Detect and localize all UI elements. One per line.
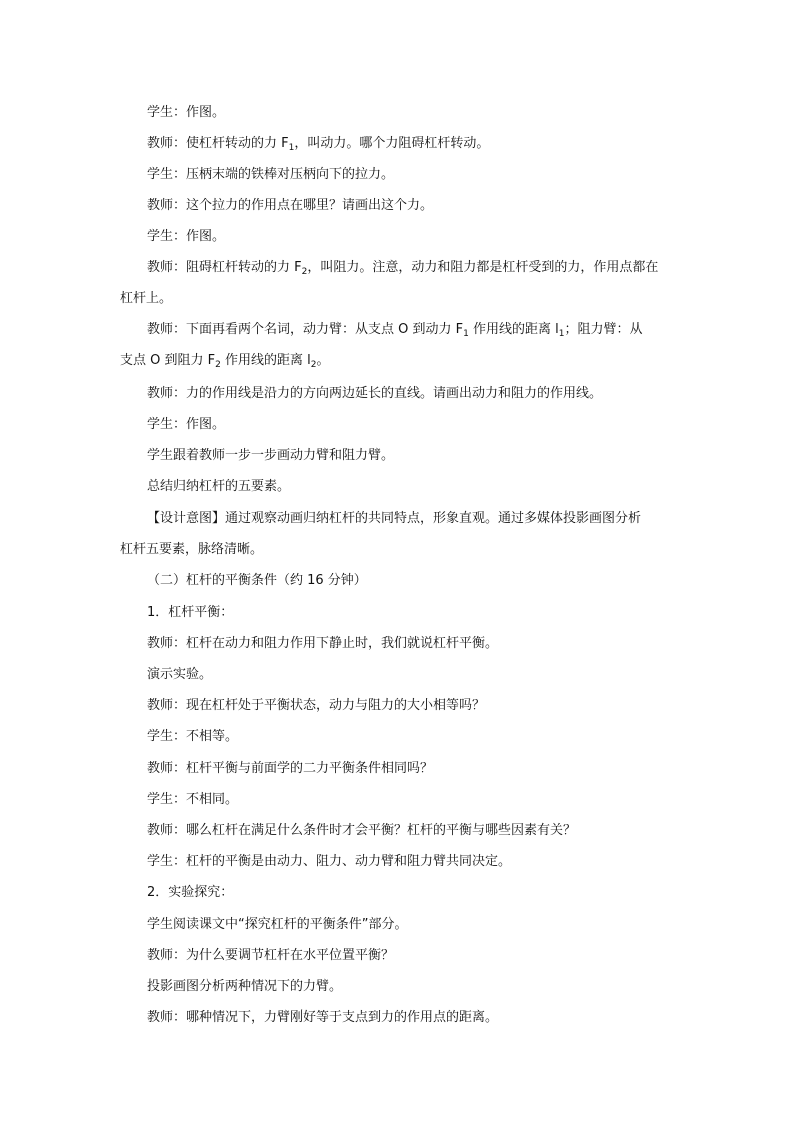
paragraph: 总结归纳杠杆的五要素。	[147, 479, 291, 494]
paragraph: 教师：使杠杆转动的力 $F_1$，叫动力。哪个力阻碍杠杆转动。	[147, 136, 490, 153]
paragraph: 教师：下面再看两个名词，动力臂：从支点 O 到动力 $F_1$ 作用线的距离 $l_1$；阻力臂：从	[147, 322, 643, 339]
paragraph: 教师：这个拉力的作用点在哪里？请画出这个力。	[147, 198, 434, 213]
paragraph: 教师：力的作用线是沿力的方向两边延长的直线。请画出动力和阻力的作用线。	[147, 386, 603, 401]
paragraph: 学生：压柄末端的铁棒对压柄向下的拉力。	[147, 167, 395, 182]
paragraph: 学生：杠杆的平衡是由动力、阻力、动力臂和阻力臂共同决定。	[147, 854, 512, 869]
paragraph: 教师：阻碍杠杆转动的力 $F_2$，叫阻力。注意，动力和阻力都是杠杆受到的力，作用点都在	[147, 260, 659, 277]
paragraph: 杠杆五要素，脉络清晰。	[120, 542, 264, 557]
paragraph: 支点 O 到阻力 $F_2$ 作用线的距离 $l_2$。	[120, 353, 330, 370]
paragraph: 教师：杠杆在动力和阻力作用下静止时，我们就说杠杆平衡。	[147, 636, 499, 651]
paragraph: 学生：作图。	[147, 105, 226, 120]
subsection-heading: 2．实验探究：	[147, 885, 234, 900]
paragraph: 教师：哪么杠杆在满足什么条件时才会平衡？杠杆的平衡与哪些因素有关？	[147, 823, 577, 838]
paragraph: 学生：不相等。	[147, 729, 239, 744]
paragraph: 教师：为什么要调节杠杆在水平位置平衡？	[147, 948, 395, 963]
paragraph: 教师：现在杠杆处于平衡状态，动力与阻力的大小相等吗？	[147, 698, 486, 713]
section-heading: （二）杠杆的平衡条件（约 16 分钟）	[147, 573, 367, 588]
paragraph: 投影画图分析两种情况下的力臂。	[147, 979, 343, 994]
paragraph: 杠杆上。	[120, 291, 173, 306]
paragraph: 教师：哪种情况下，力臂刚好等于支点到力的作用点的距离。	[147, 1010, 499, 1025]
paragraph: 演示实验。	[147, 667, 213, 682]
paragraph: 学生：作图。	[147, 417, 226, 432]
paragraph: 学生阅读课文中“探究杠杆的平衡条件”部分。	[147, 917, 408, 932]
paragraph: 【设计意图】通过观察动画归纳杠杆的共同特点，形象直观。通过多媒体投影画图分析	[147, 511, 642, 526]
paragraph: 学生：不相同。	[147, 792, 239, 807]
subsection-heading: 1．杠杆平衡：	[147, 605, 234, 620]
paragraph: 学生：作图。	[147, 229, 226, 244]
paragraph: 学生跟着教师一步一步画动力臂和阻力臂。	[147, 448, 395, 463]
paragraph: 教师：杠杆平衡与前面学的二力平衡条件相同吗？	[147, 761, 434, 776]
